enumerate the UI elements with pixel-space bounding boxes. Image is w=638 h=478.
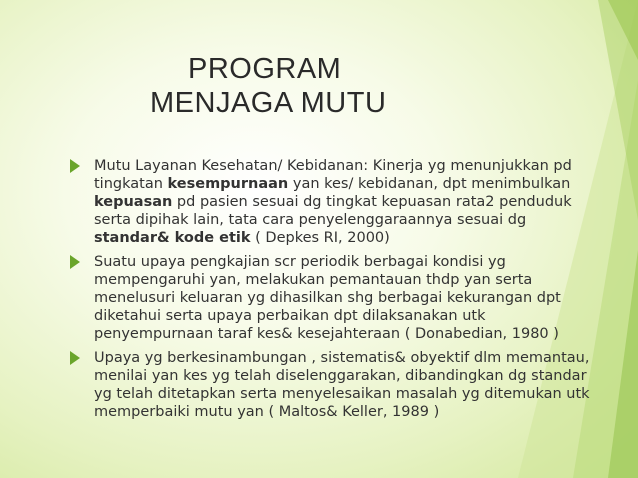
bullet-item <box>70 349 600 421</box>
triangle-bullet-icon <box>70 159 80 173</box>
bullet-text: ( Depkes RI, 2000) <box>250 230 390 246</box>
bullet-text: yan kes/ kebidanan, dpt menimbulkan <box>288 176 571 192</box>
bold-text: kesempurnaan <box>167 176 289 192</box>
bullet-text: pd pasien sesuai dg tingkat kepuasan rata2 penduduk serta dipihak lain, tata cara penyelenggaraannya sesuai dg <box>94 194 572 228</box>
bullet-text: Suatu upaya pengkajian scr periodik berbagai kondisi yg mempengaruhi yan, melakukan pemantauan thdp yan serta menelusuri keluaran yg dihasilkan shg berbagai kekurangan dpt diketahui serta upaya perbaikan dpt dilaksanakan utk penyempurnaan taraf kes& kesejahteraan ( Donabedian, 1980 ) <box>94 254 561 342</box>
slide-title <box>150 52 410 120</box>
triangle-bullet-icon <box>70 255 80 269</box>
bullet-item <box>70 157 600 247</box>
triangle-bullet-icon <box>70 351 80 365</box>
title-line-1: PROGRAM <box>188 53 342 85</box>
bullet-list <box>70 157 600 427</box>
bold-text: kepuasan <box>94 194 173 210</box>
bullet-text: Mutu Layanan Kesehatan/ Kebidanan: Kinerja yg menunjukkan pd tingkatan <box>94 158 572 192</box>
bold-text: standar& kode etik <box>94 230 251 246</box>
bullet-text: Upaya yg berkesinambungan , sistematis& obyektif dlm memantau, menilai yan kes yg telah diselenggarakan, dibandingkan dg standar yg telah ditetapkan serta menyelesaikan masalah yg ditemukan utk memperbaiki mutu yan ( Maltos& Keller, 1989 ) <box>94 350 590 420</box>
title-line-2: MENJAGA MUTU <box>150 87 387 119</box>
bullet-item <box>70 253 600 343</box>
